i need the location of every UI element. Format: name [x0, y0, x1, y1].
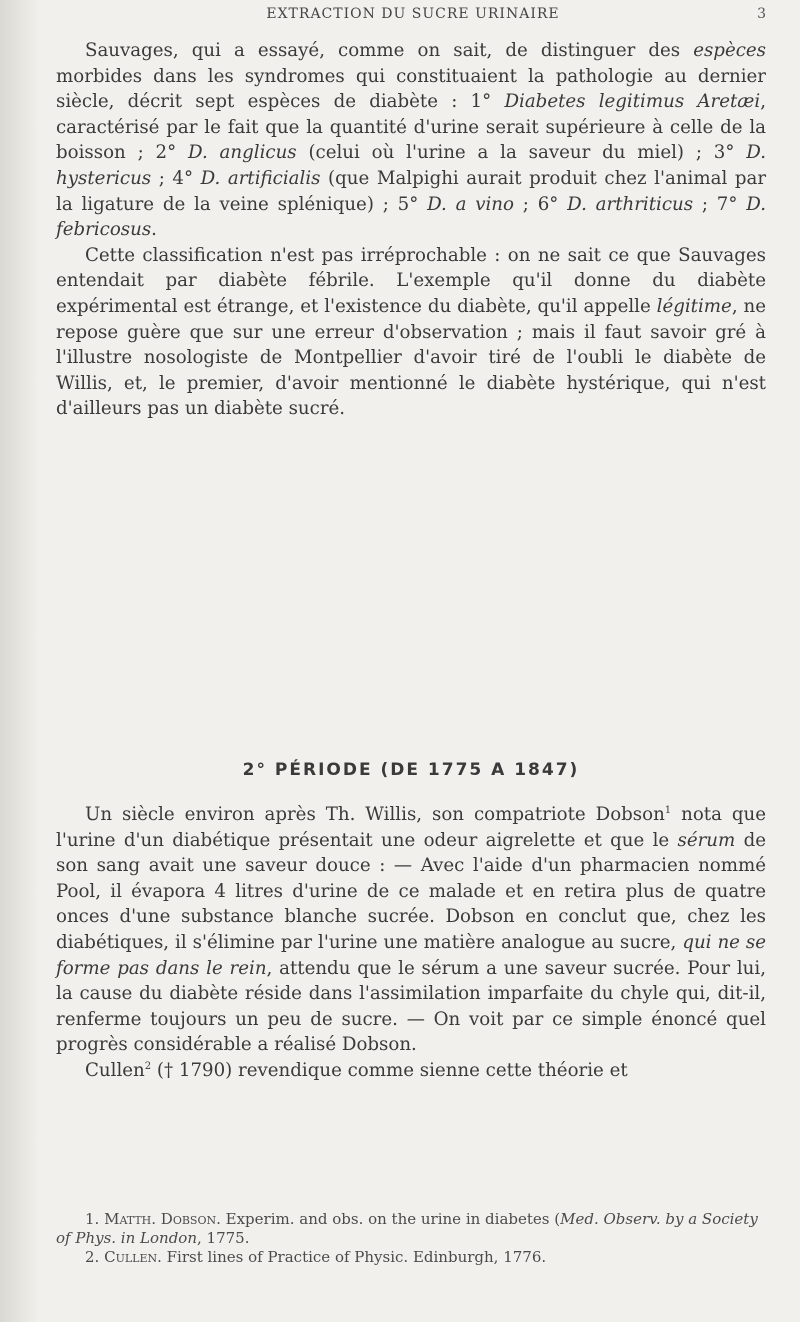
footnote-ref-2: 2 — [144, 1060, 152, 1072]
paragraph-cullen — [56, 1058, 766, 1084]
text-run-italic: Diabetes legitimus Aretæi — [504, 91, 761, 113]
section-2-text — [56, 802, 766, 1084]
text-run: Cullen — [85, 1059, 145, 1081]
text-run: , 1775. — [196, 1229, 250, 1247]
section-heading: 2° PÉRIODE (DE 1775 A 1847) — [242, 760, 580, 780]
footnote-number: 2. — [85, 1248, 100, 1266]
page-number: 3 — [757, 6, 766, 22]
footnote-2 — [56, 1248, 776, 1267]
page-header — [60, 6, 766, 30]
footnotes — [56, 1210, 776, 1267]
text-run: morbides dans les syndromes qui constituaient la pathologie au dernier siècle, décrit sept espèces de diabète : 1° — [56, 65, 766, 113]
text-run-italic: sérum — [677, 829, 736, 851]
text-run: , ne repose guère que sur une erreur d'observation ; mais il faut savoir gré à l'illustre nosologiste de Montpellier d'avoir tiré de l'oubli le diabète de Willis, et, le premier, d'avoir mentionné le diabète hystérique, qui n'est d'ailleurs pas un diabète sucré. — [56, 295, 766, 420]
page-edge-shadow — [0, 0, 40, 1322]
footnote-1 — [56, 1210, 776, 1248]
text-run-italic: D. anglicus — [188, 142, 297, 164]
text-run-italic: D. febricosus — [56, 193, 766, 241]
paragraph-sauvages — [56, 38, 766, 243]
text-run: († 1790) revendique comme sienne cette théorie et — [151, 1059, 628, 1081]
text-run: de son sang avait une saveur douce : — Avec l'aide d'un pharmacien nommé Pool, il évapora 4 litres d'urine de ce malade et en retira plus de quatre onces d'une substance blanche sucrée. Dobson en conclut que, chez les diabétiques, il s'élimine par l'urine une matière analogue au sucre, — [56, 829, 766, 953]
text-run-italic: D. a vino — [427, 193, 514, 215]
paragraph-dobson — [56, 802, 766, 1058]
text-run-italic: D. arthriticus — [567, 193, 694, 215]
text-run: ; 7° — [693, 193, 747, 215]
text-run: (celui où l'urine a la saveur du miel) ; 3° — [296, 142, 747, 164]
section-1-text — [56, 38, 766, 422]
footnote-ref-1: 1 — [664, 804, 672, 816]
text-run: Cette classification n'est pas irréprochable : on ne sait ce que Sauvages entendait par diabète fébrile. L'exemple qu'il donne du diabète expérimental est étrange, et l'existence du diabète, qu'il appelle — [56, 244, 766, 317]
text-run: ; 4° — [151, 167, 201, 189]
text-run: ; 6° — [513, 193, 568, 215]
text-run-italic: qui ne se forme pas dans le rein — [56, 931, 766, 979]
running-title: EXTRACTION DU SUCRE URINAIRE — [266, 6, 560, 22]
text-run: . — [151, 219, 157, 241]
text-run: (que Malpighi aurait produit chez l'animal par la ligature de la veine splénique) ; 5° — [56, 167, 767, 215]
text-run: . First lines of Practice of Physic. Edinburgh, 1776. — [157, 1248, 547, 1266]
text-run-italic: Med. Observ. by a Society of Phys. in London — [56, 1210, 758, 1247]
text-run-italic: espèces — [693, 40, 766, 61]
footnote-number: 1. — [85, 1210, 100, 1228]
footnote-author: Cullen — [104, 1248, 158, 1266]
text-run: , attendu que le sérum a une saveur sucrée. Pour lui, la cause du diabète réside dans l'assimilation imparfaite du chyle qui, dit-il, renferme toujours un peu de sucre. — On voit par ce simple énoncé quel progrès considérable a réalisé Dobson. — [56, 957, 766, 1056]
text-run: . Experim. and obs. on the urine in diabetes ( — [216, 1210, 561, 1228]
text-run: Sauvages, qui a essayé, comme on sait, de distinguer des — [85, 40, 694, 61]
text-run-italic: D. hystericus — [56, 142, 766, 189]
text-run-italic: légitime — [656, 295, 732, 317]
footnote-author: Matth. Dobson — [104, 1210, 217, 1228]
text-run: , caractérisé par le fait que la quantité d'urine serait supérieure à celle de la boisson ; 2° — [56, 91, 766, 164]
text-run: nota que l'urine d'un diabétique présentait une odeur aigrelette et que le — [56, 804, 767, 851]
text-run-italic: D. artificialis — [200, 167, 321, 189]
paragraph-classification — [56, 243, 766, 422]
text-run: Un siècle environ après Th. Willis, son compatriote Dobson — [85, 804, 665, 825]
